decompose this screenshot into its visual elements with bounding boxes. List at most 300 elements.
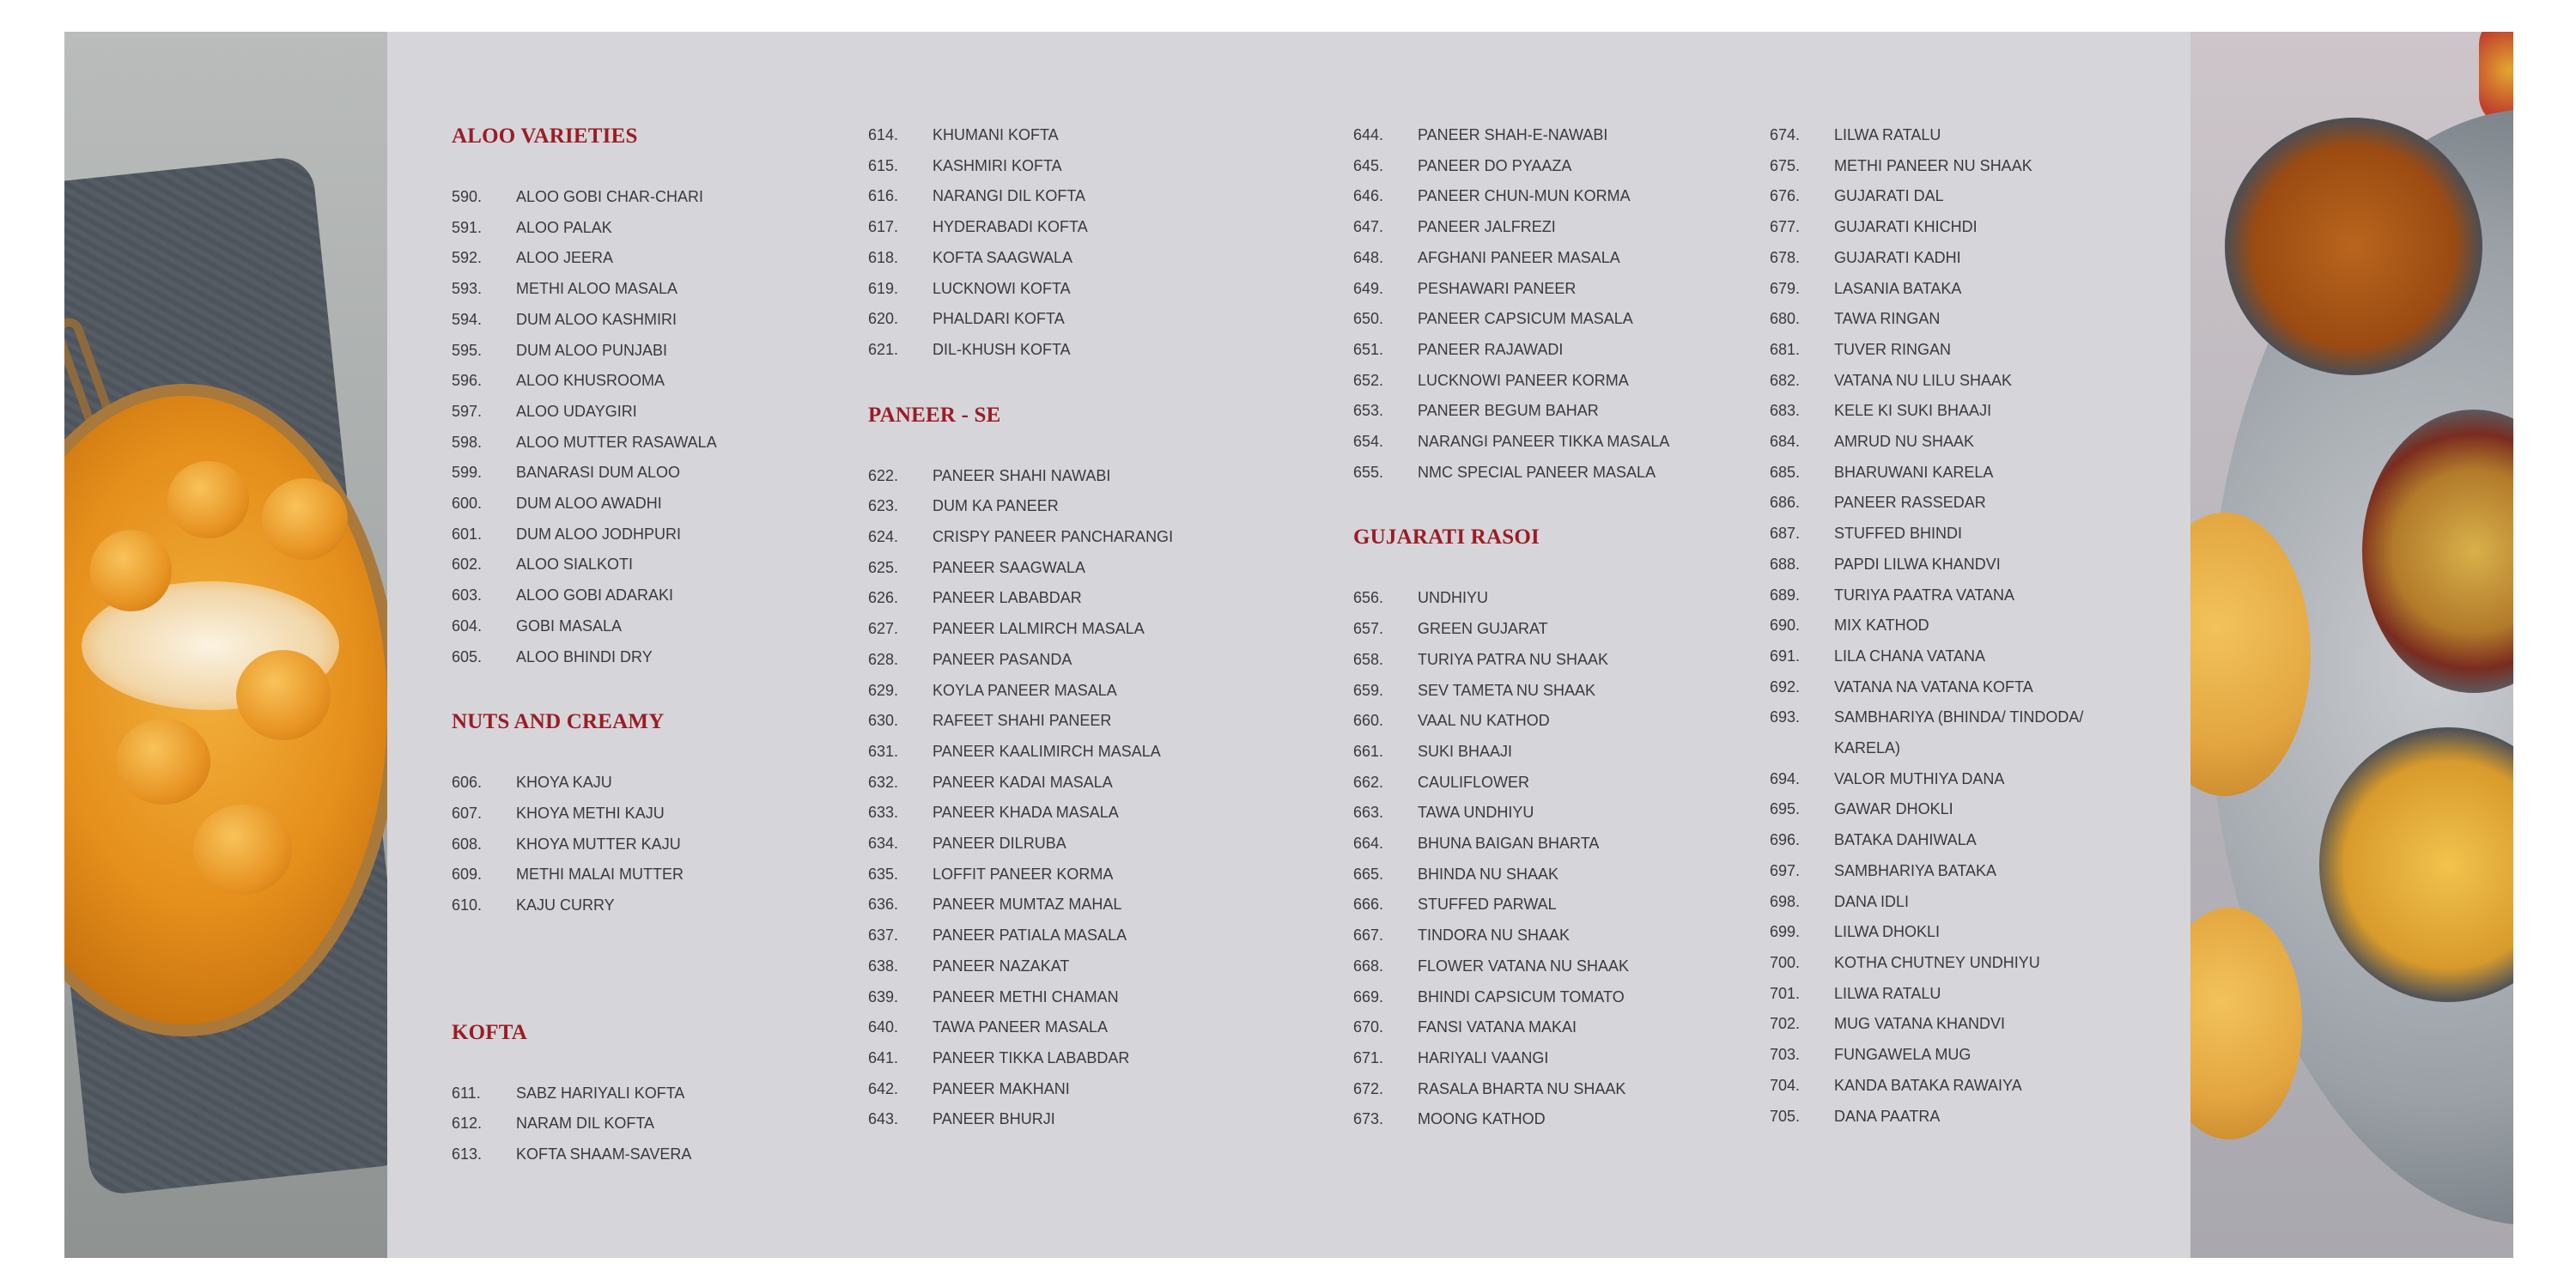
dish-item <box>1770 580 2148 611</box>
dish-name: ALOO GOBI CHAR-CHARI <box>516 188 704 205</box>
gujarati-thali-photo <box>2190 32 2513 1258</box>
section-heading: KOFTA <box>452 1020 528 1044</box>
dish-item <box>452 213 829 244</box>
dish-name: DUM ALOO AWADHI <box>516 495 662 513</box>
dish-number: 603. <box>452 586 483 605</box>
dish-name: LILWA RATALU <box>1834 984 1941 1002</box>
dish-name: LUCKNOWI PANEER KORMA <box>1418 371 1629 389</box>
dish-item <box>868 1012 1315 1043</box>
dish-item <box>452 366 829 397</box>
dish-name: KANDA BATAKA RAWAIYA <box>1834 1076 2022 1094</box>
dish-name: PANEER MAKHANI <box>933 1079 1070 1097</box>
dish-number: 611. <box>452 1084 481 1102</box>
dish-item <box>452 642 829 673</box>
dish-item <box>868 768 1315 799</box>
dish-item <box>1353 706 1731 737</box>
kofta-decor <box>116 719 210 805</box>
dish-number: 629. <box>868 681 899 699</box>
dish-item <box>1353 151 1731 182</box>
dish-name: KOFTA SHAAM-SAVERA <box>516 1145 692 1163</box>
dish-name: CRISPY PANEER PANCHARANGI <box>933 528 1174 546</box>
dish-name: FANSI VATANA MAKAI <box>1418 1018 1577 1036</box>
dish-number: 685. <box>1770 463 1801 481</box>
dish-name: PHALDARI KOFTA <box>933 310 1065 328</box>
dish-name: AFGHANI PANEER MASALA <box>1418 248 1620 266</box>
dish-name: ALOO JEERA <box>516 249 614 267</box>
dish-name: PANEER MUMTAZ MAHAL <box>933 896 1122 914</box>
dish-item <box>452 458 829 489</box>
dish-name: DUM ALOO KASHMIRI <box>516 310 677 328</box>
dish-name: NARANGI PANEER TIKKA MASALA <box>1418 433 1670 451</box>
dish-item <box>868 274 1315 305</box>
dish-number: 703. <box>1770 1046 1801 1064</box>
dish-number: 605. <box>452 647 483 665</box>
dish-item <box>452 768 829 799</box>
dish-item <box>868 583 1315 614</box>
dish-name: GAWAR DHOKLI <box>1834 800 1953 818</box>
dish-name: PANEER KAALIMIRCH MASALA <box>933 742 1161 760</box>
dish-name: KOFTA SAAGWALA <box>933 248 1073 266</box>
dish-number: 598. <box>452 433 483 451</box>
dish-number: 641. <box>868 1048 899 1066</box>
dish-number: 602. <box>452 556 483 574</box>
dish-item <box>1353 583 1731 614</box>
dish-name: METHI ALOO MASALA <box>516 280 678 298</box>
dish-item <box>452 860 829 890</box>
dish-number: 700. <box>1770 953 1801 971</box>
dish-name: HARIYALI VAANGI <box>1418 1048 1549 1066</box>
dish-item <box>868 151 1315 182</box>
dish-item <box>1770 181 2148 212</box>
dish-item <box>452 829 829 860</box>
dish-name: TAWA UNDHIYU <box>1418 804 1534 822</box>
dish-list <box>868 120 1315 366</box>
dish-name: LUCKNOWI KOFTA <box>933 279 1071 297</box>
dish-item <box>1353 890 1731 920</box>
dish-number: 622. <box>868 466 899 484</box>
dish-name: TUVER RINGAN <box>1834 340 1952 358</box>
dish-item <box>1770 702 2148 763</box>
dish-item <box>1770 764 2148 795</box>
dish-item <box>868 212 1315 243</box>
dish-item <box>1770 366 2148 397</box>
menu-section <box>452 1017 829 1170</box>
dish-name: BHUNA BAIGAN BHARTA <box>1418 835 1600 853</box>
curry-bowl-decor <box>2225 118 2482 375</box>
dish-number: 623. <box>868 497 899 515</box>
dish-number: 600. <box>452 495 483 513</box>
dish-item <box>1353 366 1731 397</box>
dish-number: 652. <box>1353 371 1384 389</box>
dish-name: PANEER PASANDA <box>933 650 1072 668</box>
dish-number: 661. <box>1353 742 1384 760</box>
dish-name: NMC SPECIAL PANEER MASALA <box>1418 463 1656 481</box>
kofta-decor <box>193 805 292 895</box>
dish-item <box>1353 1043 1731 1074</box>
dish-name: MOONG KATHOD <box>1418 1110 1546 1128</box>
dish-item <box>1770 917 2148 948</box>
dish-item <box>868 181 1315 212</box>
dish-item <box>1353 1104 1731 1135</box>
dish-item <box>868 614 1315 645</box>
dish-item <box>452 519 829 550</box>
dish-number: 663. <box>1353 804 1384 822</box>
dish-name: FUNGAWELA MUG <box>1834 1046 1971 1064</box>
dish-name: KHOYA METHI KAJU <box>516 804 665 822</box>
dish-number: 670. <box>1353 1018 1384 1036</box>
menu-section <box>452 706 829 983</box>
dish-number: 627. <box>868 620 899 638</box>
dish-number: 597. <box>452 402 483 420</box>
dish-number: 609. <box>452 866 483 884</box>
dish-number: 694. <box>1770 769 1801 787</box>
dish-item <box>1770 274 2148 305</box>
dish-name: PANEER SHAH-E-NAWABI <box>1418 126 1608 143</box>
dish-number: 688. <box>1770 555 1801 573</box>
dish-item <box>1770 550 2148 580</box>
dish-name: PANEER METHI CHAMAN <box>933 987 1119 1005</box>
menu-section <box>1353 521 1731 1135</box>
dish-item <box>1353 120 1731 151</box>
dish-item <box>868 890 1315 920</box>
dish-item <box>452 580 829 611</box>
section-heading: NUTS AND CREAMY <box>452 710 665 734</box>
dish-name: LASANIA BATAKA <box>1834 279 1962 297</box>
dish-name: TAWA RINGAN <box>1834 310 1941 328</box>
dish-number: 635. <box>868 865 899 883</box>
dish-item <box>868 798 1315 829</box>
dish-name: PANEER KADAI MASALA <box>933 773 1113 791</box>
menu-spread <box>64 32 2513 1258</box>
dish-item <box>1770 856 2148 887</box>
dish-number: 677. <box>1770 218 1801 236</box>
dish-item <box>452 428 829 459</box>
dish-number: 618. <box>868 248 899 266</box>
dish-name: DANA IDLI <box>1834 892 1910 910</box>
dish-number: 690. <box>1770 617 1801 635</box>
dish-name: ALOO KHUSROOMA <box>516 372 665 390</box>
dish-number: 614. <box>868 126 899 143</box>
malai-kofta-photo <box>64 32 387 1258</box>
dish-item <box>868 522 1315 553</box>
dish-number: 637. <box>868 927 899 945</box>
dish-number: 634. <box>868 835 899 853</box>
dish-name: STUFFED PARWAL <box>1418 896 1557 914</box>
dish-number: 695. <box>1770 800 1801 818</box>
dish-number: 639. <box>868 987 899 1005</box>
dish-name: GOBI MASALA <box>516 617 623 635</box>
dish-number: 653. <box>1353 402 1384 420</box>
dish-name: VATANA NA VATANA KOFTA <box>1834 677 2033 696</box>
dish-item <box>1770 1102 2148 1133</box>
dish-item <box>452 397 829 428</box>
dish-item <box>868 982 1315 1013</box>
dish-item <box>1770 1071 2148 1102</box>
dish-name: TINDORA NU SHAAK <box>1418 927 1571 945</box>
dish-number: 593. <box>452 280 483 298</box>
menu-section <box>868 399 1315 1135</box>
dish-name: ALOO MUTTER RASAWALA <box>516 433 717 451</box>
dish-name: SAMBHARIYA (BHINDA/ TINDODA/ KARELA) <box>1834 708 2084 757</box>
dish-item <box>452 1139 829 1170</box>
dish-item <box>1353 860 1731 890</box>
menu-column-2 <box>868 120 1315 1135</box>
dish-name: GUJARATI KADHI <box>1834 248 1961 266</box>
section-heading: PANEER - SE <box>868 403 1001 427</box>
dish-item <box>452 1078 829 1109</box>
dish-number: 617. <box>868 218 899 236</box>
dish-item <box>1353 1074 1731 1105</box>
dish-number: 606. <box>452 774 483 792</box>
dish-item <box>868 243 1315 274</box>
dish-number: 667. <box>1353 927 1384 945</box>
dish-name: VALOR MUTHIYA DANA <box>1834 769 2005 787</box>
dish-number: 601. <box>452 525 483 543</box>
dish-number: 626. <box>868 589 899 607</box>
dish-item <box>1353 427 1731 458</box>
kofta-decor <box>236 650 331 740</box>
dish-item <box>1353 181 1731 212</box>
dish-name: ALOO BHINDI DRY <box>516 647 653 665</box>
dish-item <box>868 1104 1315 1135</box>
dish-item <box>868 676 1315 707</box>
dish-number: 620. <box>868 310 899 328</box>
dish-number: 697. <box>1770 861 1801 879</box>
dish-name: KELE KI SUKI BHAAJI <box>1834 402 1992 420</box>
dish-number: 608. <box>452 835 483 853</box>
dish-item <box>868 1074 1315 1105</box>
dish-item <box>1770 458 2148 489</box>
dish-number: 630. <box>868 712 899 730</box>
dish-name: SEV TAMETA NU SHAAK <box>1418 681 1596 699</box>
dish-name: MUG VATANA KHANDVI <box>1834 1015 2006 1033</box>
dish-name: CAULIFLOWER <box>1418 773 1530 791</box>
dish-name: ALOO SIALKOTI <box>516 556 634 574</box>
dish-number: 704. <box>1770 1076 1801 1094</box>
dish-item <box>452 1109 829 1139</box>
dish-item <box>868 1043 1315 1074</box>
dish-number: 701. <box>1770 984 1801 1002</box>
dish-item <box>452 550 829 580</box>
dish-number: 604. <box>452 617 483 635</box>
section-heading: GUJARATI RASOI <box>1353 526 1540 550</box>
dish-number: 683. <box>1770 402 1801 420</box>
dish-number: 674. <box>1770 126 1801 143</box>
dish-name: MIX KATHOD <box>1834 617 1929 635</box>
dish-name: PANEER RASSEDAR <box>1834 494 1986 512</box>
dish-item <box>1353 212 1731 243</box>
dish-number: 686. <box>1770 494 1801 512</box>
dish-number: 649. <box>1353 279 1384 297</box>
dish-list <box>452 768 829 921</box>
dish-name: ALOO GOBI ADARAKI <box>516 586 674 605</box>
dish-item <box>1770 611 2148 641</box>
dish-item <box>1770 212 2148 243</box>
dish-number: 616. <box>868 187 899 205</box>
dish-name: PANEER CHUN-MUN KORMA <box>1418 187 1631 205</box>
dish-name: NARAM DIL KOFTA <box>516 1115 655 1133</box>
kofta-decor <box>90 530 172 611</box>
dish-number: 619. <box>868 279 899 297</box>
dish-number: 615. <box>868 156 899 174</box>
dish-item <box>1770 335 2148 366</box>
dish-item <box>1770 243 2148 274</box>
dish-number: 681. <box>1770 340 1801 358</box>
dish-name: AMRUD NU SHAAK <box>1834 433 1975 451</box>
dish-item <box>1770 488 2148 519</box>
menu-column-1 <box>452 120 829 1170</box>
dish-item <box>1770 641 2148 672</box>
dish-item <box>1353 982 1731 1013</box>
menu-column-3 <box>1353 120 1731 1135</box>
dish-item <box>868 304 1315 335</box>
dish-item <box>1353 396 1731 427</box>
dish-item <box>1353 304 1731 335</box>
dish-name: KHOYA MUTTER KAJU <box>516 835 681 853</box>
dish-number: 673. <box>1353 1110 1384 1128</box>
dish-number: 692. <box>1770 677 1801 696</box>
menu-section <box>452 120 829 672</box>
menu-column-4 <box>1770 120 2148 1132</box>
dish-item <box>1770 304 2148 335</box>
dish-list <box>1353 120 1731 488</box>
dish-item <box>1353 335 1731 366</box>
dish-name: TURIYA PATRA NU SHAAK <box>1418 650 1609 668</box>
dish-number: 675. <box>1770 156 1801 174</box>
dish-name: LILA CHANA VATANA <box>1834 647 1986 665</box>
dish-item <box>1770 1040 2148 1071</box>
dish-name: METHI MALAI MUTTER <box>516 866 684 884</box>
dish-item <box>868 920 1315 951</box>
dish-item <box>1770 396 2148 427</box>
dish-number: 679. <box>1770 279 1801 297</box>
section-heading: ALOO VARIETIES <box>452 125 638 148</box>
dish-number: 645. <box>1353 156 1384 174</box>
dish-number: 650. <box>1353 310 1384 328</box>
dish-item <box>868 553 1315 584</box>
dish-name: KHOYA KAJU <box>516 774 612 792</box>
dish-name: SAMBHARIYA BATAKA <box>1834 861 1997 879</box>
dish-number: 658. <box>1353 650 1384 668</box>
dish-item <box>1770 427 2148 458</box>
dish-item <box>868 951 1315 982</box>
spacer <box>452 921 829 983</box>
dish-name: LOFFIT PANEER KORMA <box>933 865 1114 883</box>
dish-number: 599. <box>452 464 483 482</box>
dish-name: PANEER PATIALA MASALA <box>933 927 1127 945</box>
dish-number: 590. <box>452 188 483 205</box>
dish-number: 648. <box>1353 248 1384 266</box>
dish-item <box>1770 979 2148 1010</box>
dish-name: SUKI BHAAJI <box>1418 742 1513 760</box>
dish-number: 632. <box>868 773 899 791</box>
dish-item <box>1353 768 1731 799</box>
dish-item <box>868 706 1315 737</box>
dish-number: 656. <box>1353 589 1384 607</box>
dish-item <box>452 799 829 829</box>
dish-name: DUM ALOO PUNJABI <box>516 341 668 359</box>
dish-item <box>1770 794 2148 825</box>
dish-name: DIL-KHUSH KOFTA <box>933 340 1071 358</box>
dish-name: LILWA RATALU <box>1834 126 1941 143</box>
menu-section <box>1770 120 2148 1132</box>
dish-name: PANEER DILRUBA <box>933 835 1066 853</box>
dish-name: PESHAWARI PANEER <box>1418 279 1577 297</box>
dish-item <box>868 737 1315 768</box>
dish-number: 636. <box>868 896 899 914</box>
dish-name: PANEER SAAGWALA <box>933 558 1086 576</box>
dish-number: 646. <box>1353 187 1384 205</box>
dish-name: RASALA BHARTA NU SHAAK <box>1418 1079 1626 1097</box>
dish-name: VAAL NU KATHOD <box>1418 712 1550 730</box>
dish-number: 660. <box>1353 712 1384 730</box>
dish-number: 698. <box>1770 892 1801 910</box>
dish-item <box>1353 458 1731 489</box>
dish-name: TAWA PANEER MASALA <box>933 1018 1109 1036</box>
dish-name: BANARASI DUM ALOO <box>516 464 681 482</box>
dish-item <box>868 829 1315 860</box>
dish-list <box>452 1078 829 1170</box>
dish-name: METHI PANEER NU SHAAK <box>1834 156 2032 174</box>
dish-name: NARANGI DIL KOFTA <box>933 187 1086 205</box>
dish-item <box>1353 829 1731 860</box>
dish-name: PANEER LALMIRCH MASALA <box>933 620 1145 638</box>
dish-name: ALOO UDAYGIRI <box>516 402 637 420</box>
dish-item <box>1353 737 1731 768</box>
dish-number: 644. <box>1353 126 1384 143</box>
dish-name: DANA PAATRA <box>1834 1107 1941 1125</box>
dish-name: ALOO PALAK <box>516 218 612 236</box>
dish-name: KOTHA CHUTNEY UNDHIYU <box>1834 953 2040 971</box>
dish-number: 699. <box>1770 923 1801 941</box>
dish-name: KASHMIRI KOFTA <box>933 156 1062 174</box>
dish-number: 638. <box>868 957 899 975</box>
dish-item <box>1353 798 1731 829</box>
dish-name: KAJU CURRY <box>516 896 615 914</box>
dish-item <box>868 335 1315 366</box>
dish-item <box>868 491 1315 522</box>
dish-name: PANEER BHURJI <box>933 1110 1055 1128</box>
dish-item <box>1353 1012 1731 1043</box>
dish-name: GUJARATI DAL <box>1834 187 1944 205</box>
dish-number: 633. <box>868 804 899 822</box>
menu-panel <box>387 32 2190 1258</box>
dish-name: LILWA DHOKLI <box>1834 923 1941 941</box>
dish-number: 687. <box>1770 525 1801 543</box>
dish-item <box>1353 274 1731 305</box>
dish-number: 669. <box>1353 987 1384 1005</box>
menu-section <box>1353 120 1731 488</box>
dish-number: 693. <box>1770 708 1801 726</box>
dish-number: 689. <box>1770 586 1801 604</box>
dish-number: 651. <box>1353 340 1384 358</box>
dish-number: 676. <box>1770 187 1801 205</box>
dish-name: PANEER BEGUM BAHAR <box>1418 402 1599 420</box>
dish-name: KOYLA PANEER MASALA <box>933 681 1117 699</box>
dish-number: 682. <box>1770 371 1801 389</box>
dish-item <box>452 336 829 367</box>
kofta-decor <box>167 461 249 538</box>
dish-name: SABZ HARIYALI KOFTA <box>516 1084 685 1102</box>
dish-name: KHUMANI KOFTA <box>933 126 1059 143</box>
dish-name: PANEER JALFREZI <box>1418 218 1556 236</box>
dish-number: 640. <box>868 1018 899 1036</box>
dish-item <box>1353 951 1731 982</box>
dish-number: 680. <box>1770 310 1801 328</box>
dish-name: TURIYA PAATRA VATANA <box>1834 586 2015 604</box>
dish-number: 705. <box>1770 1107 1801 1125</box>
dish-name: PANEER LABABDAR <box>933 589 1082 607</box>
